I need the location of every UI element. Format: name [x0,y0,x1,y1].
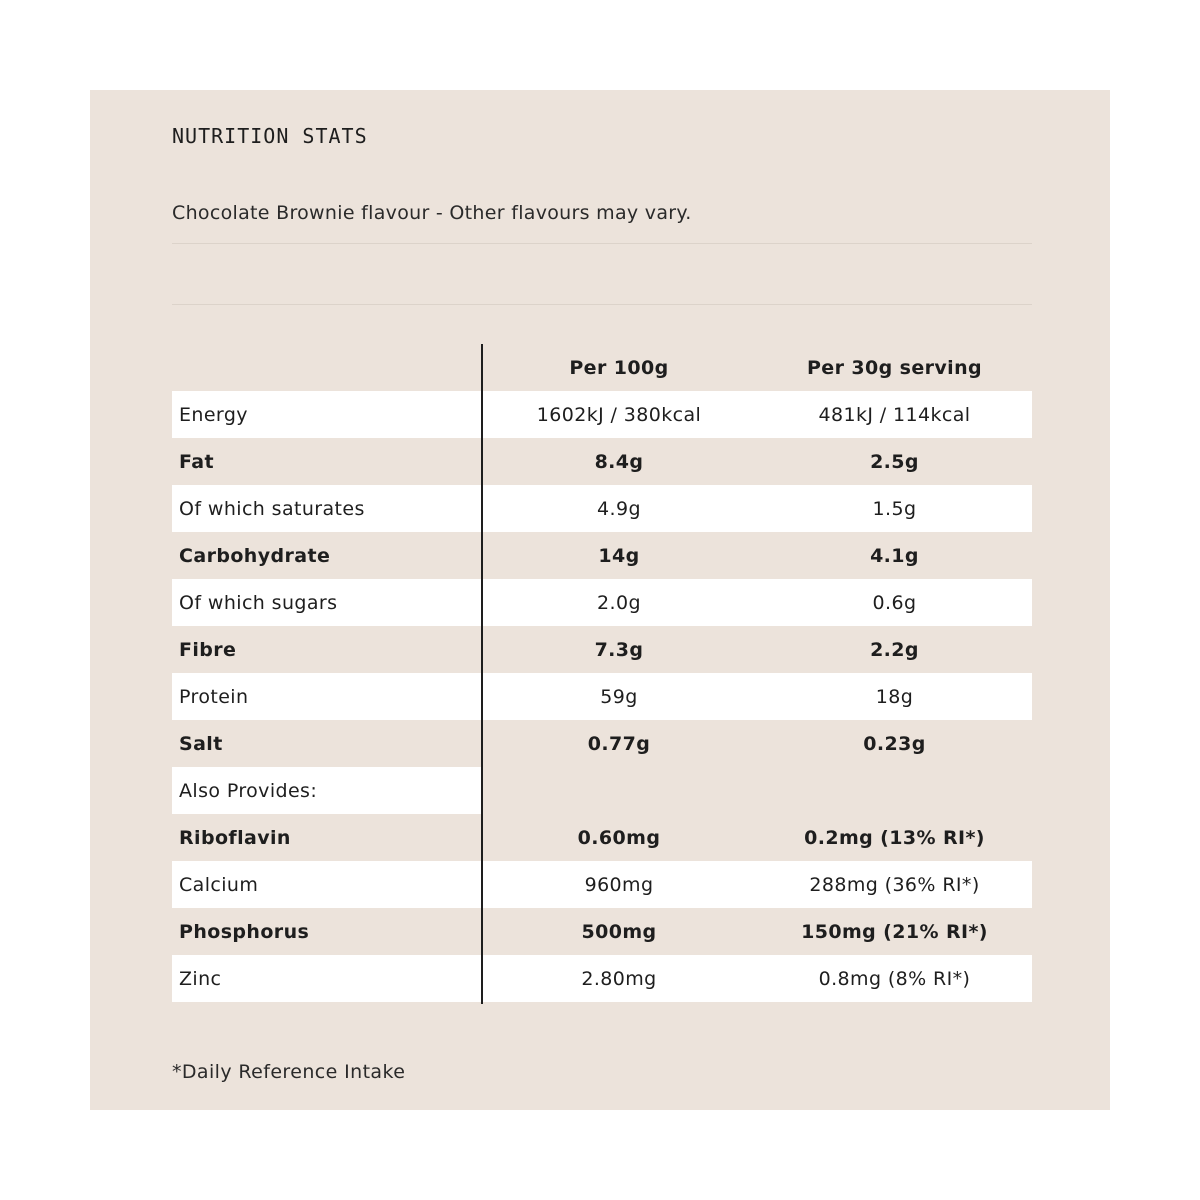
row-per-100g: 59g [600,685,638,708]
column-divider [481,344,483,1004]
row-per-100g: 500mg [581,920,657,943]
row-label: Riboflavin [179,826,291,849]
row-per-100g: 0.60mg [577,826,661,849]
row-label: Salt [179,732,223,755]
row-per-100g: 0.77g [587,732,651,755]
row-per-serving: 288mg (36% RI*) [809,873,980,896]
row-per-serving: 18g [875,685,914,708]
row-per-serving: 1.5g [872,497,917,520]
table-row [172,673,1032,720]
table-row [172,814,1032,861]
row-label: Zinc [179,967,222,990]
row-label: Calcium [179,873,259,896]
header-per-100g: Per 100g [569,356,669,379]
row-label: Of which saturates [179,497,365,520]
row-per-serving: 0.2mg (13% RI*) [804,826,985,849]
row-label: Also Provides: [179,779,318,802]
table-row [172,438,1032,485]
row-per-100g: 1602kJ / 380kcal [536,403,702,426]
row-label: Of which sugars [179,591,338,614]
row-per-100g: 2.0g [597,591,641,614]
row-per-serving: 2.2g [870,638,919,661]
table-row [172,532,1032,579]
row-per-serving: 0.23g [863,732,926,755]
table-header-row [172,344,1032,391]
table-row [172,955,1032,1002]
table-row [172,626,1032,673]
row-per-100g: 8.4g [594,450,644,473]
table-row [172,579,1032,626]
header-per-serving: Per 30g serving [806,356,983,379]
row-label: Phosphorus [179,920,310,943]
row-label: Carbohydrate [179,544,331,567]
table-row [172,720,1032,767]
row-per-100g: 14g [598,544,640,567]
table-row [172,861,1032,908]
row-per-serving: 150mg (21% RI*) [801,920,988,943]
row-per-serving: 0.8mg (8% RI*) [818,967,971,990]
flavour-note: Chocolate Brownie flavour - Other flavours may vary. [172,202,692,224]
row-per-100g: 960mg [584,873,654,896]
row-label: Protein [179,685,249,708]
row-label: Energy [179,403,248,426]
section-title: NUTRITION STATS [172,124,368,148]
row-per-100g: 4.9g [597,497,641,520]
row-per-serving: 0.6g [872,591,917,614]
row-label: Fat [179,450,214,473]
row-per-serving: 4.1g [870,544,919,567]
footnote: *Daily Reference Intake [172,1061,406,1083]
table-row [172,391,1032,438]
nutrition-table [172,344,1032,1002]
divider [172,243,1032,244]
divider [172,304,1032,305]
row-per-serving: 481kJ / 114kcal [818,403,971,426]
row-per-100g: 2.80mg [581,967,657,990]
table-row [172,908,1032,955]
row-per-100g: 7.3g [594,638,644,661]
table-row [172,767,1032,814]
table-row [172,485,1032,532]
row-per-serving: 2.5g [870,450,919,473]
nutrition-panel [90,90,1110,1110]
row-label: Fibre [179,638,237,661]
